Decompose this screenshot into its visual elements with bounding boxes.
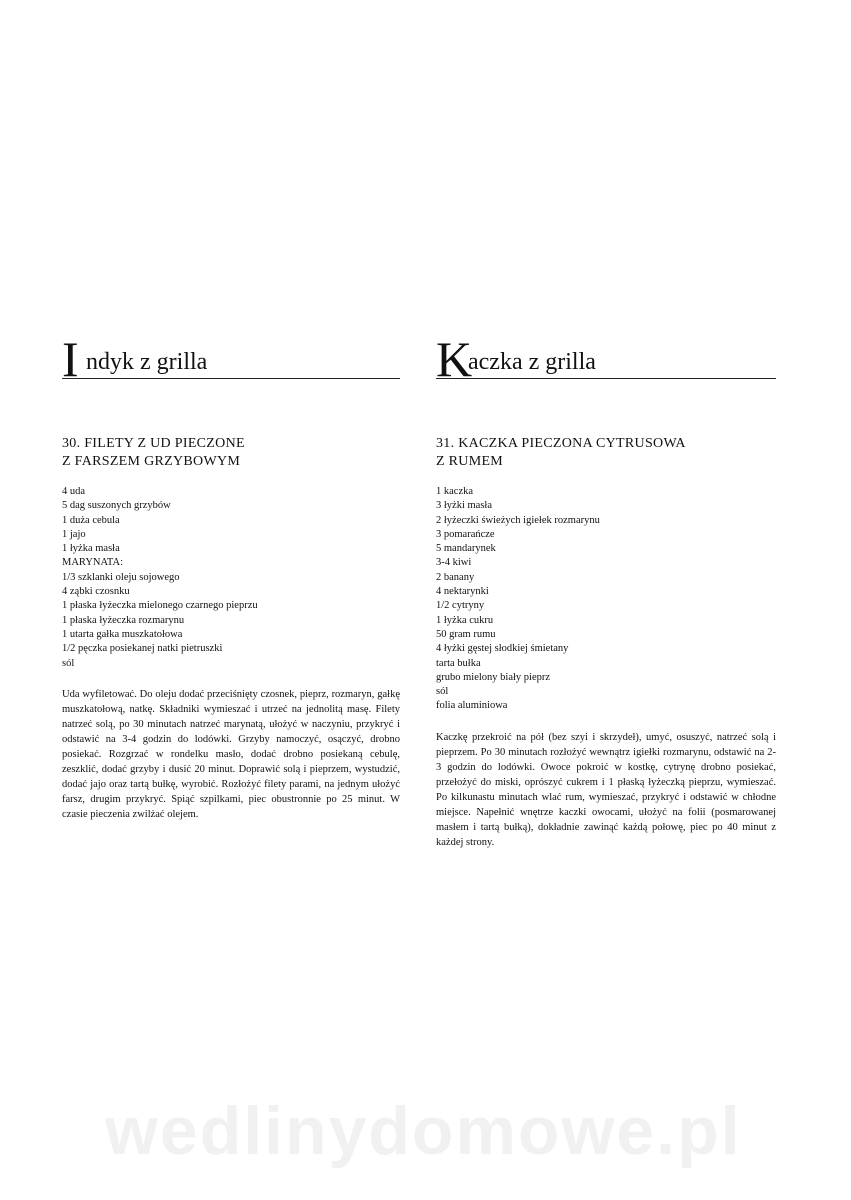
recipe-title-line1: 31. KACZKA PIECZONA CYTRUSOWA	[436, 436, 686, 451]
ingredient-item: 2 łyżeczki świeżych igiełek rozmarynu	[436, 514, 600, 526]
recipe-instructions: Kaczkę przekroić na pół (bez szyi i skrzydeł), umyć, osuszyć, natrzeć solą i pieprzem. Po 30 minutach rozłożyć wewnątrz igiełki rozmarynu, odstawić na 2-3 godzin do lodówki. Owoce pokroić w kostkę, cytrynę drobno posiekać, przełożyć do miski, oprószyć cukrem i 1 płaską łyżeczką pieprzu, wymieszać. Po kilkunastu minutach wlać rum, wymieszać, przykryć i odstawić w chłodne miejsce. Napełnić wnętrze kaczki owocami, ułożyć na folii (posmarowanej masłem i tartą bułką), dokładnie zawinąć każdą połowę, piec po 40 minut z każdej strony.	[436, 731, 776, 848]
left-column	[62, 326, 400, 822]
ingredient-item: 3-4 kiwi	[436, 557, 472, 569]
recipe-title	[436, 435, 776, 471]
ingredient-list	[62, 485, 400, 671]
section-heading-indyk	[62, 326, 400, 387]
right-column	[436, 326, 776, 850]
section-initial: I	[62, 331, 79, 387]
ingredient-item: 1 jajo	[62, 528, 86, 540]
section-title: ndyk z grilla	[86, 349, 208, 375]
ingredient-item: sól	[436, 686, 449, 698]
section-title: aczka z grilla	[468, 349, 596, 375]
ingredient-item: 5 mandarynek	[436, 543, 496, 555]
ingredient-item: MARYNATA:	[62, 557, 124, 569]
recipe-title-line2: Z FARSZEM GRZYBOWYM	[62, 454, 241, 469]
ingredient-item: 4 uda	[62, 486, 86, 497]
ingredient-item: grubo mielony biały pieprz	[436, 671, 551, 683]
ingredient-item: 1 utarta gałka muszkatołowa	[62, 628, 183, 640]
ingredient-item: sól	[62, 657, 75, 669]
ingredient-item: 1/2 cytryny	[436, 600, 485, 612]
ingredient-item: 1 łyżka cukru	[436, 614, 494, 626]
ingredient-list	[436, 485, 776, 714]
ingredient-item: 1/3 szklanki oleju sojowego	[62, 571, 180, 583]
ingredient-item: 3 pomarańcze	[436, 528, 495, 540]
ingredient-item: 4 łyżki gęstej słodkiej śmietany	[436, 643, 569, 655]
section-heading-kaczka	[436, 326, 776, 387]
ingredient-item: 1/2 pęczka posiekanej natki pietruszki	[62, 643, 223, 655]
recipe-instructions: Uda wyfiletować. Do oleju dodać przeciśnięty czosnek, pieprz, rozmaryn, gałkę muszkatołową, natkę. Składniki wymieszać i utrzeć na jednolitą masę. Filety natrzeć solą, po 30 minutach natrzeć marynatą, ułożyć w naczyniu, przykryć i odstawić na 3-4 godzin do lodówki. Grzyby namoczyć, osączyć, drobno posiekać. Rozgrzać w rondelku masło, dodać drobno posiekaną cebulę, zeszklić, dodać grzyby i dusić 20 minut. Doprawić solą i pieprzem, wystudzić, dodać jajo oraz tartą bułkę, wyrobić. Rozłożyć filety parami, na jednym ułożyć farsz, drugim przykryć. Spiąć szpilkami, piec obustronnie po 25 minut. W czasie pieczenia zwilżać olejem.	[62, 688, 400, 820]
ingredient-item: 1 płaska łyżeczka mielonego czarnego pieprzu	[62, 600, 258, 612]
ingredient-item: 3 łyżki masła	[436, 500, 492, 512]
ingredient-item: 4 nektarynki	[436, 586, 489, 598]
recipe-title-line1: 30. FILETY Z UD PIECZONE	[62, 436, 245, 451]
ingredient-item: 2 banany	[436, 571, 475, 583]
ingredient-item: folia aluminiowa	[436, 700, 508, 712]
ingredient-item: 5 dag suszonych grzybów	[62, 500, 171, 512]
recipe-title	[62, 435, 400, 471]
ingredient-item: 50 gram rumu	[436, 628, 496, 640]
ingredient-item: tarta bułka	[436, 657, 481, 669]
ingredient-item: 1 duża cebula	[62, 514, 120, 526]
watermark: wedlinydomowe.pl	[105, 1093, 742, 1169]
ingredient-item: 1 łyżka masła	[62, 543, 120, 555]
ingredient-item: 4 ząbki czosnku	[62, 586, 130, 598]
recipe-title-line2: Z RUMEM	[436, 454, 504, 469]
section-initial: K	[436, 331, 473, 387]
ingredient-item: 1 kaczka	[436, 486, 474, 497]
ingredient-item: 1 płaska łyżeczka rozmarynu	[62, 614, 185, 626]
